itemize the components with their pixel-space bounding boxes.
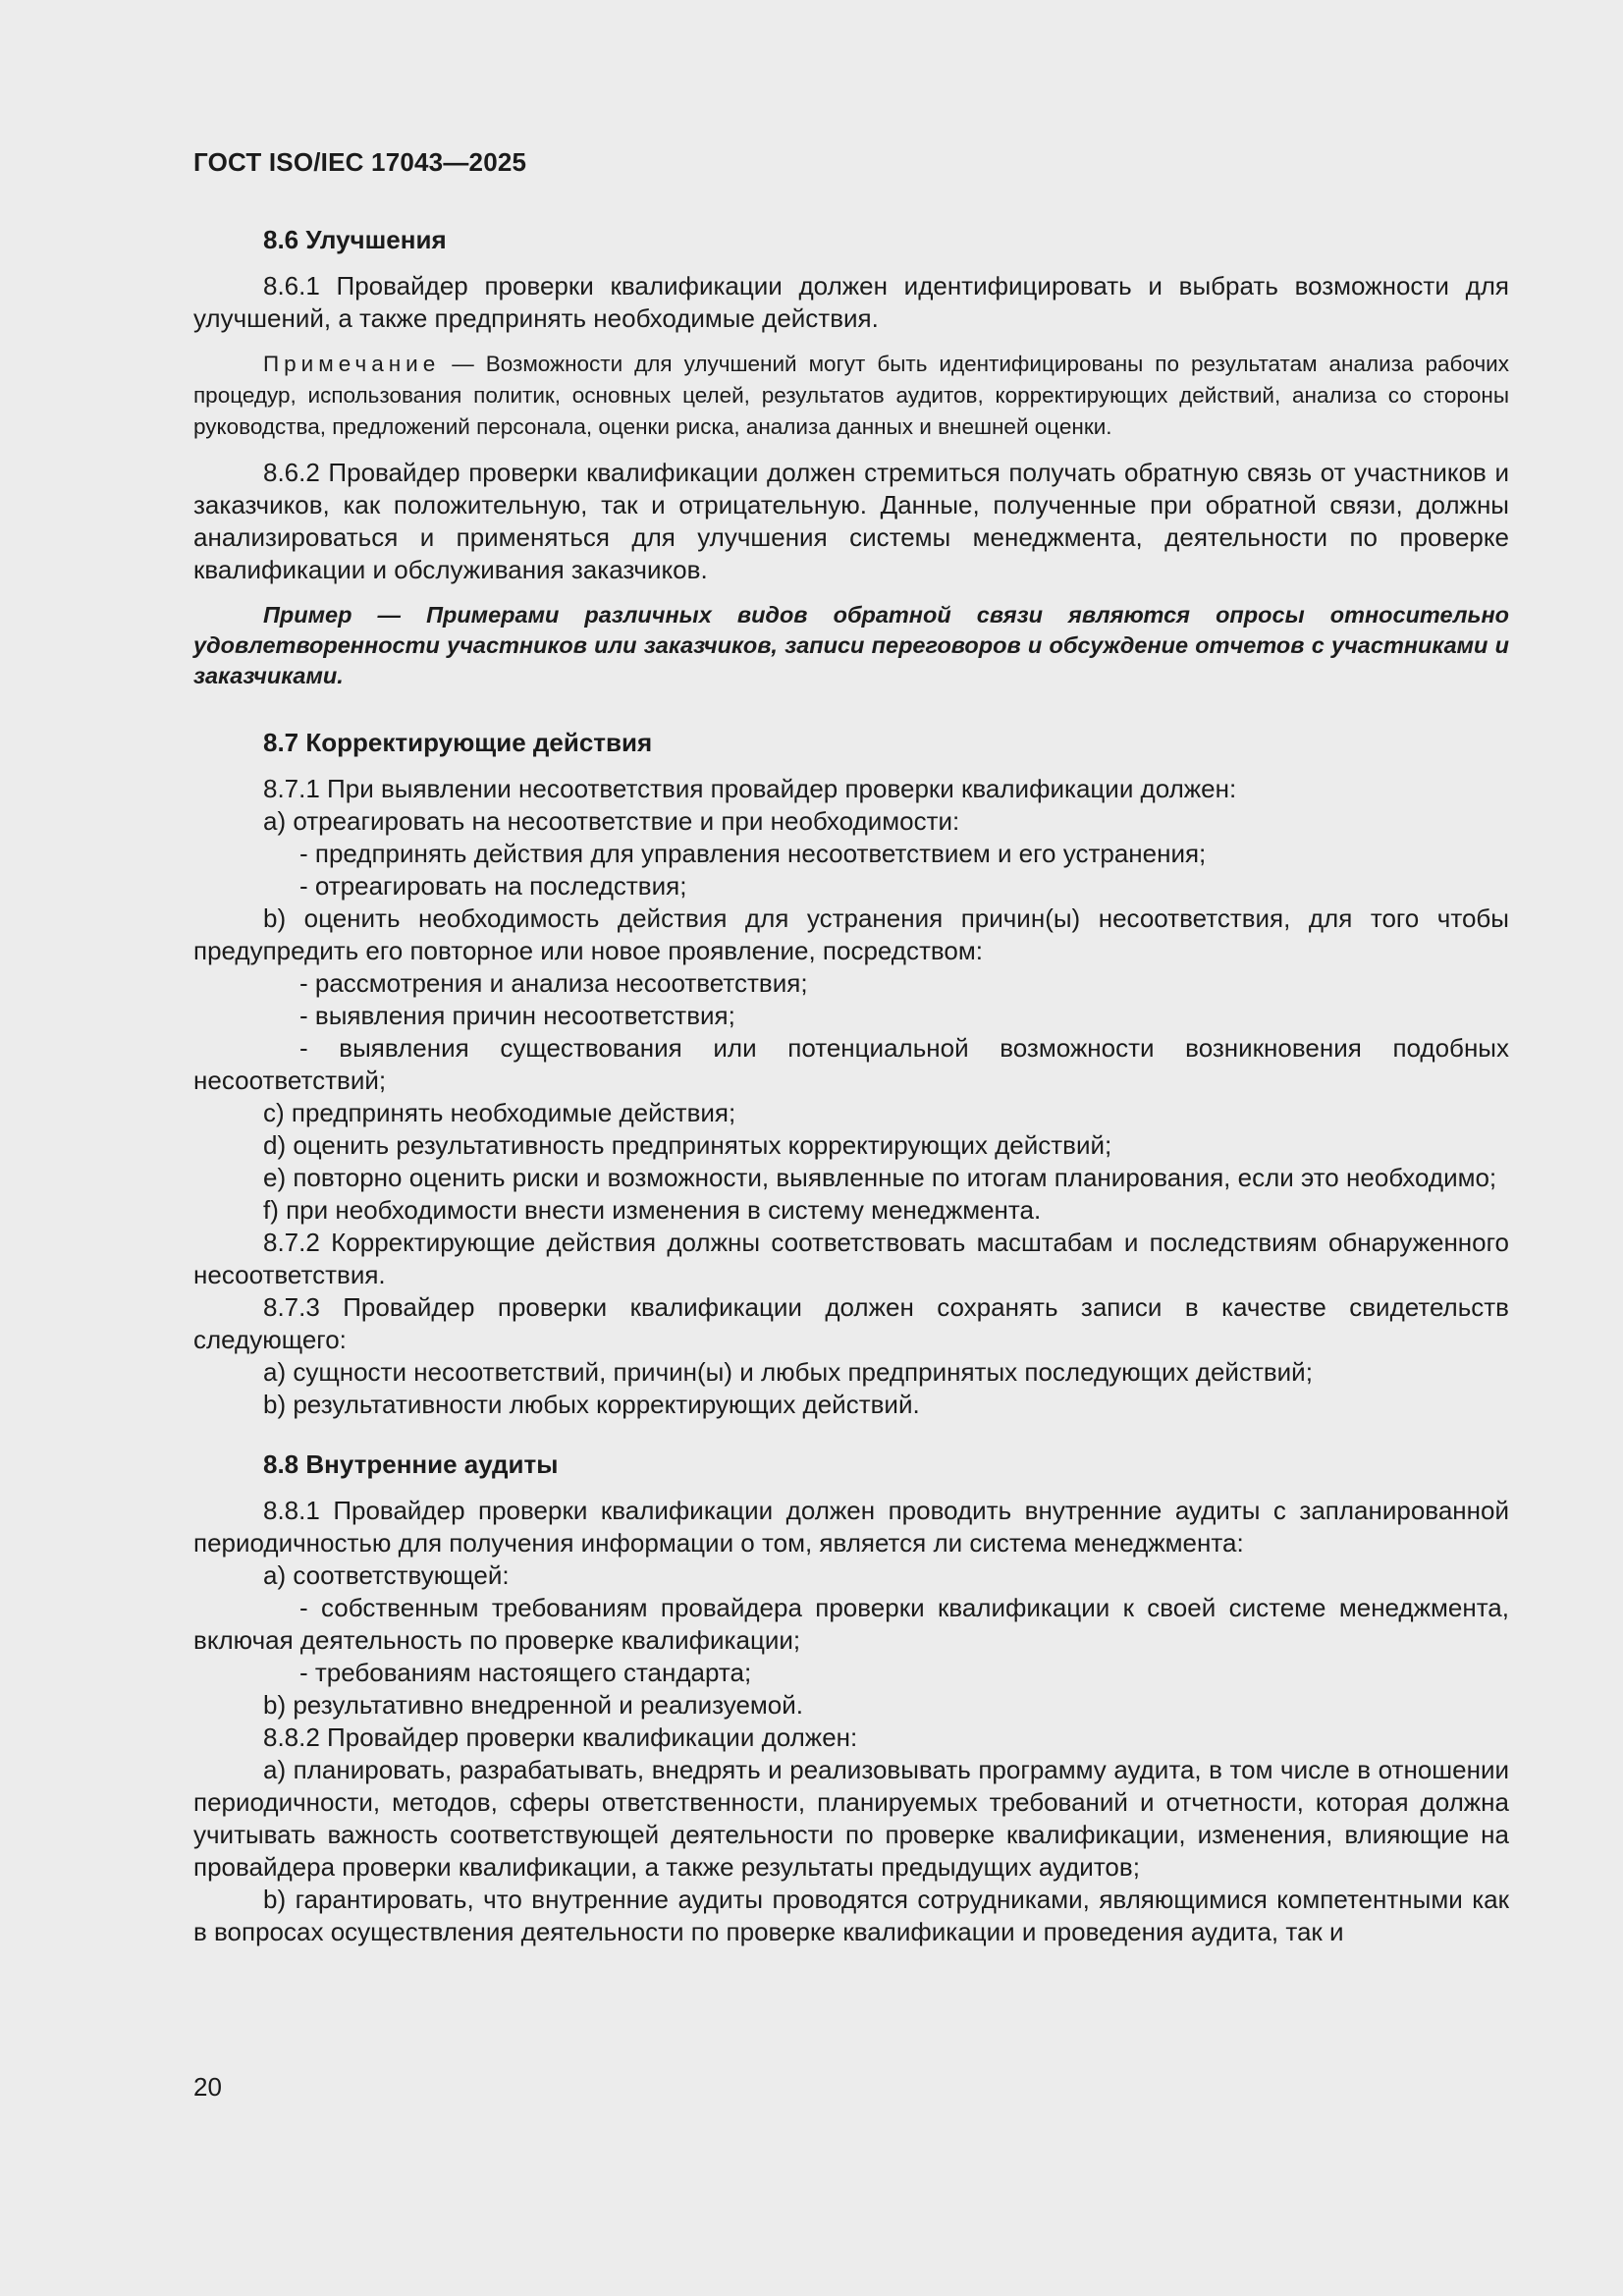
list-item-8-7-1-d: d) оценить результативность предпринятых корректирующих действий; — [263, 1130, 1112, 1160]
list-item-8-7-1-b: b) оценить необходимость действия для устранения причин(ы) несоответствия, для того чтобы предупредить его повторное или новое проявление, посредством: — [193, 903, 1509, 965]
list-item-8-8-1-b: b) результативно внедренной и реализуемой. — [263, 1690, 803, 1720]
section-8-7-title: 8.7 Корректирующие действия — [263, 728, 653, 757]
note-8-6-1 — [193, 349, 1509, 443]
list-item-8-8-1-a: а) соответствующей: — [263, 1560, 510, 1590]
note-text: — Возможности для улучшений могут быть идентифицированы по результатам анализа рабочих процедур, использования политик, основных целей, результатов аудитов, корректирующих действий, анализа со стороны руководства, предложений персонала, оценки риска, анализа данных и внешней оценки. — [193, 352, 1509, 439]
dash-item: - отреагировать на последствия; — [299, 871, 687, 901]
paragraph-8-6-1: 8.6.1 Провайдер проверки квалификации должен идентифицировать и выбрать возможности для улучшений, а также предпринять необходимые действия. — [193, 271, 1509, 333]
dash-item: - требованиям настоящего стандарта; — [299, 1658, 752, 1687]
paragraph-8-8-1: 8.8.1 Провайдер проверки квалификации должен проводить внутренние аудиты с запланированной периодичностью для получения информации о том, является ли система менеджмента: — [193, 1496, 1509, 1558]
document-header: ГОСТ ISO/IEC 17043—2025 — [193, 147, 527, 177]
paragraph-8-7-3: 8.7.3 Провайдер проверки квалификации должен сохранять записи в качестве свидетельств следующего: — [193, 1292, 1509, 1354]
list-item-8-7-1-f: f) при необходимости внести изменения в систему менеджмента. — [263, 1195, 1042, 1225]
paragraph-8-6-2: 8.6.2 Провайдер проверки квалификации должен стремиться получать обратную связь от участников и заказчиков, как положительную, так и отрицательную. Данные, полученные при обратной связи, должны анализироваться и применяться для улучшения системы менеджмента, деятельности по проверке квалификации и обслуживания заказчиков. — [193, 458, 1509, 584]
list-item-8-8-2-b: b) гарантировать, что внутренние аудиты проводятся сотрудниками, являющимися компетентными как в вопросах осуществления деятельности по проверке квалификации и проведения аудита, так и — [193, 1885, 1509, 1946]
dash-item: - выявления причин несоответствия; — [299, 1001, 735, 1030]
example-8-6-2: Пример — Примерами различных видов обратной связи являются опросы относительно удовлетворенности участников или заказчиков, записи переговоров и обсуждение отчетов с участниками и заказчиками. — [193, 602, 1509, 688]
paragraph-8-7-1: 8.7.1 При выявлении несоответствия провайдер проверки квалификации должен: — [263, 774, 1237, 803]
list-item-8-7-3-b: b) результативности любых корректирующих действий. — [263, 1390, 920, 1419]
list-item-8-8-2-a: а) планировать, разрабатывать, внедрять и реализовывать программу аудита, в том числе в отношении периодичности, методов, сферы ответственности, планируемых требований и отчетности, которая должна учитывать важность соответствующей деятельности по проверке квалификации, изменения, влияющие на провайдера проверки квалификации, а также результаты предыдущих аудитов; — [193, 1755, 1509, 1882]
dash-item: - собственным требованиям провайдера проверки квалификации к своей системе менеджмента, включая деятельность по проверке квалификации; — [193, 1593, 1509, 1655]
dash-item: - предпринять действия для управления несоответствием и его устранения; — [299, 839, 1207, 868]
list-item-8-7-1-a: а) отреагировать на несоответствие и при необходимости: — [263, 806, 960, 836]
list-item-8-7-1-e: e) повторно оценить риски и возможности, выявленные по итогам планирования, если это необходимо; — [263, 1163, 1497, 1192]
dash-item: - выявления существования или потенциальной возможности возникновения подобных несоответствий; — [193, 1033, 1509, 1095]
list-item-8-7-1-c: c) предпринять необходимые действия; — [263, 1098, 736, 1127]
section-8-8-title: 8.8 Внутренние аудиты — [263, 1449, 559, 1479]
paragraph-8-8-2: 8.8.2 Провайдер проверки квалификации должен: — [263, 1722, 858, 1752]
list-item-8-7-3-a: а) сущности несоответствий, причин(ы) и любых предпринятых последующих действий; — [263, 1357, 1313, 1387]
dash-item: - рассмотрения и анализа несоответствия; — [299, 968, 808, 998]
page-number: 20 — [193, 2072, 222, 2102]
paragraph-8-7-2: 8.7.2 Корректирующие действия должны соответствовать масштабам и последствиям обнаруженного несоответствия. — [193, 1228, 1509, 1289]
section-8-6-title: 8.6 Улучшения — [263, 225, 447, 254]
document-body — [193, 224, 1509, 1948]
note-label: Примечание — [263, 352, 441, 376]
